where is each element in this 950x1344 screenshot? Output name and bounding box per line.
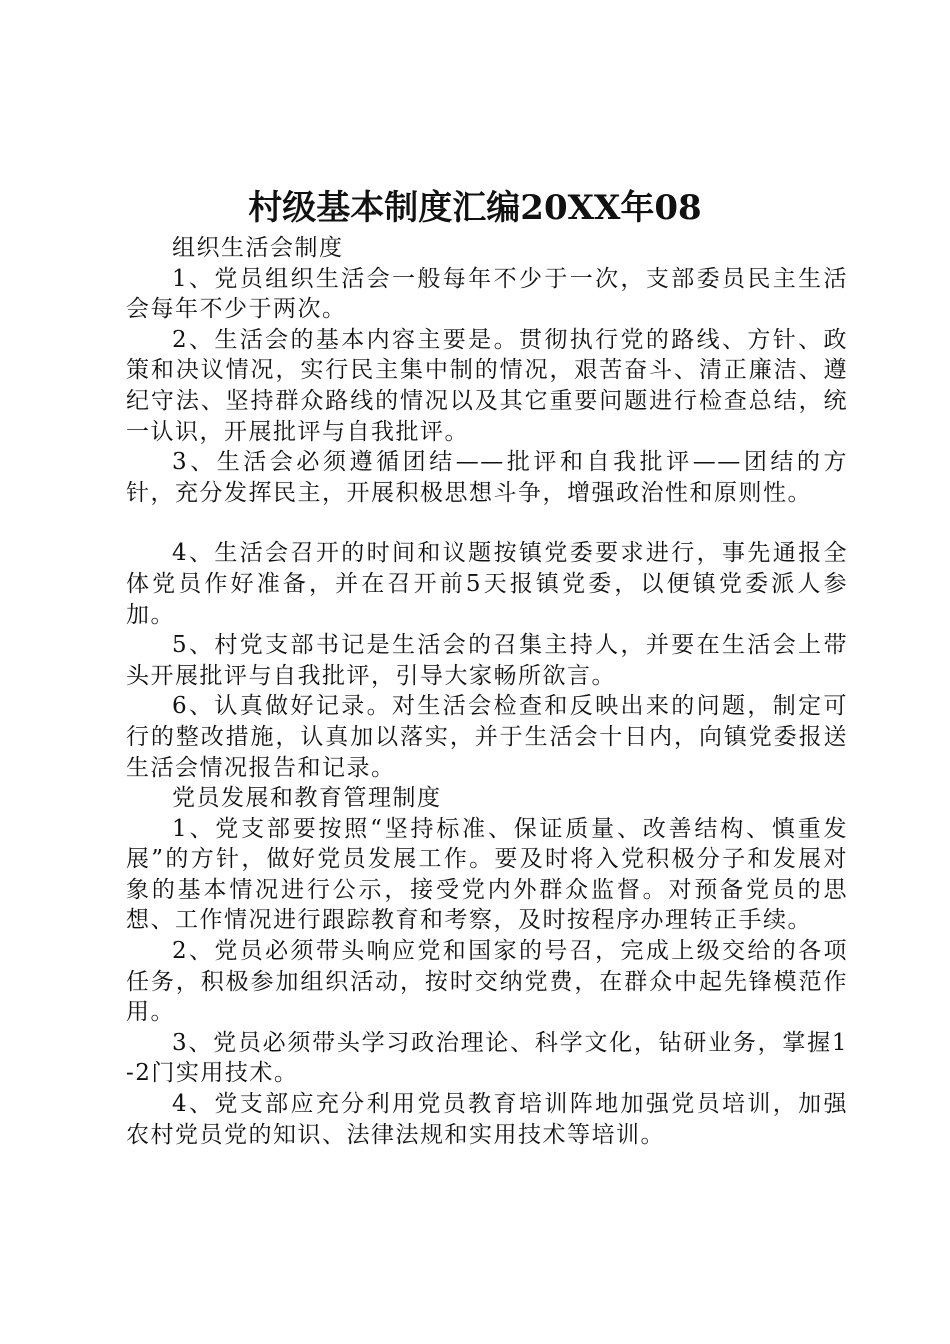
document-body (126, 233, 848, 1150)
paragraph-7: 1、党支部要按照“坚持标准、保证质量、改善结构、慎重发展”的方针，做好党员发展工作。要及时将入党积极分子和发展对象的基本情况进行公示，接受党内外群众监督。对预备党员的思想、工作情况进行跟踪教育和考察，及时按程序办理转正手续。 (126, 815, 848, 934)
paragraph-gap (126, 508, 848, 538)
paragraph-10: 4、党支部应充分利用党员教育培训阵地加强党员培训，加强农村党员党的知识、法律法规和实用技术等培训。 (126, 1091, 848, 1148)
paragraph-9: 3、党员必须带头学习政治理论、科学文化，钻研业务，掌握1-2门实用技术。 (126, 1029, 848, 1087)
paragraph-6: 6、认真做好记录。对生活会检查和反映出来的问题，制定可行的整改措施，认真加以落实，并于生活会十日内，向镇党委报送生活会情况报告和记录。 (126, 693, 848, 781)
paragraph-5: 5、村党支部书记是生活会的召集主持人，并要在生活会上带头开展批评与自我批评，引导大家畅所欲言。 (126, 632, 848, 689)
paragraph-8: 2、党员必须带头响应党和国家的号召，完成上级交给的各项任务，积极参加组织活动，按时交纳党费，在群众中起先锋模范作用。 (126, 938, 848, 1026)
paragraph-4: 4、生活会召开的时间和议题按镇党委要求进行，事先通报全体党员作好准备，并在召开前5天报镇党委，以便镇党委派人参加。 (126, 540, 848, 628)
section-heading-member-development: 党员发展和教育管理制度 (172, 785, 442, 812)
paragraph-3: 3、生活会必须遵循团结——批评和自我批评——团结的方针，充分发挥民主，开展积极思想斗争，增强政治性和原则性。 (126, 449, 848, 506)
paragraph-1: 1、党员组织生活会一般每年不少于一次，支部委员民主生活会每年不少于两次。 (126, 265, 848, 323)
section-heading-organization-life: 组织生活会制度 (172, 235, 344, 261)
paragraph-2: 2、生活会的基本内容主要是。贯彻执行党的路线、方针、政策和决议情况，实行民主集中制的情况，艰苦奋斗、清正廉洁、遵纪守法、坚持群众路线的情况以及其它重要问题进行检查总结，统一认识，开展批评与自我批评。 (126, 326, 848, 445)
document-title: 村级基本制度汇编20XX年08 (248, 188, 702, 228)
